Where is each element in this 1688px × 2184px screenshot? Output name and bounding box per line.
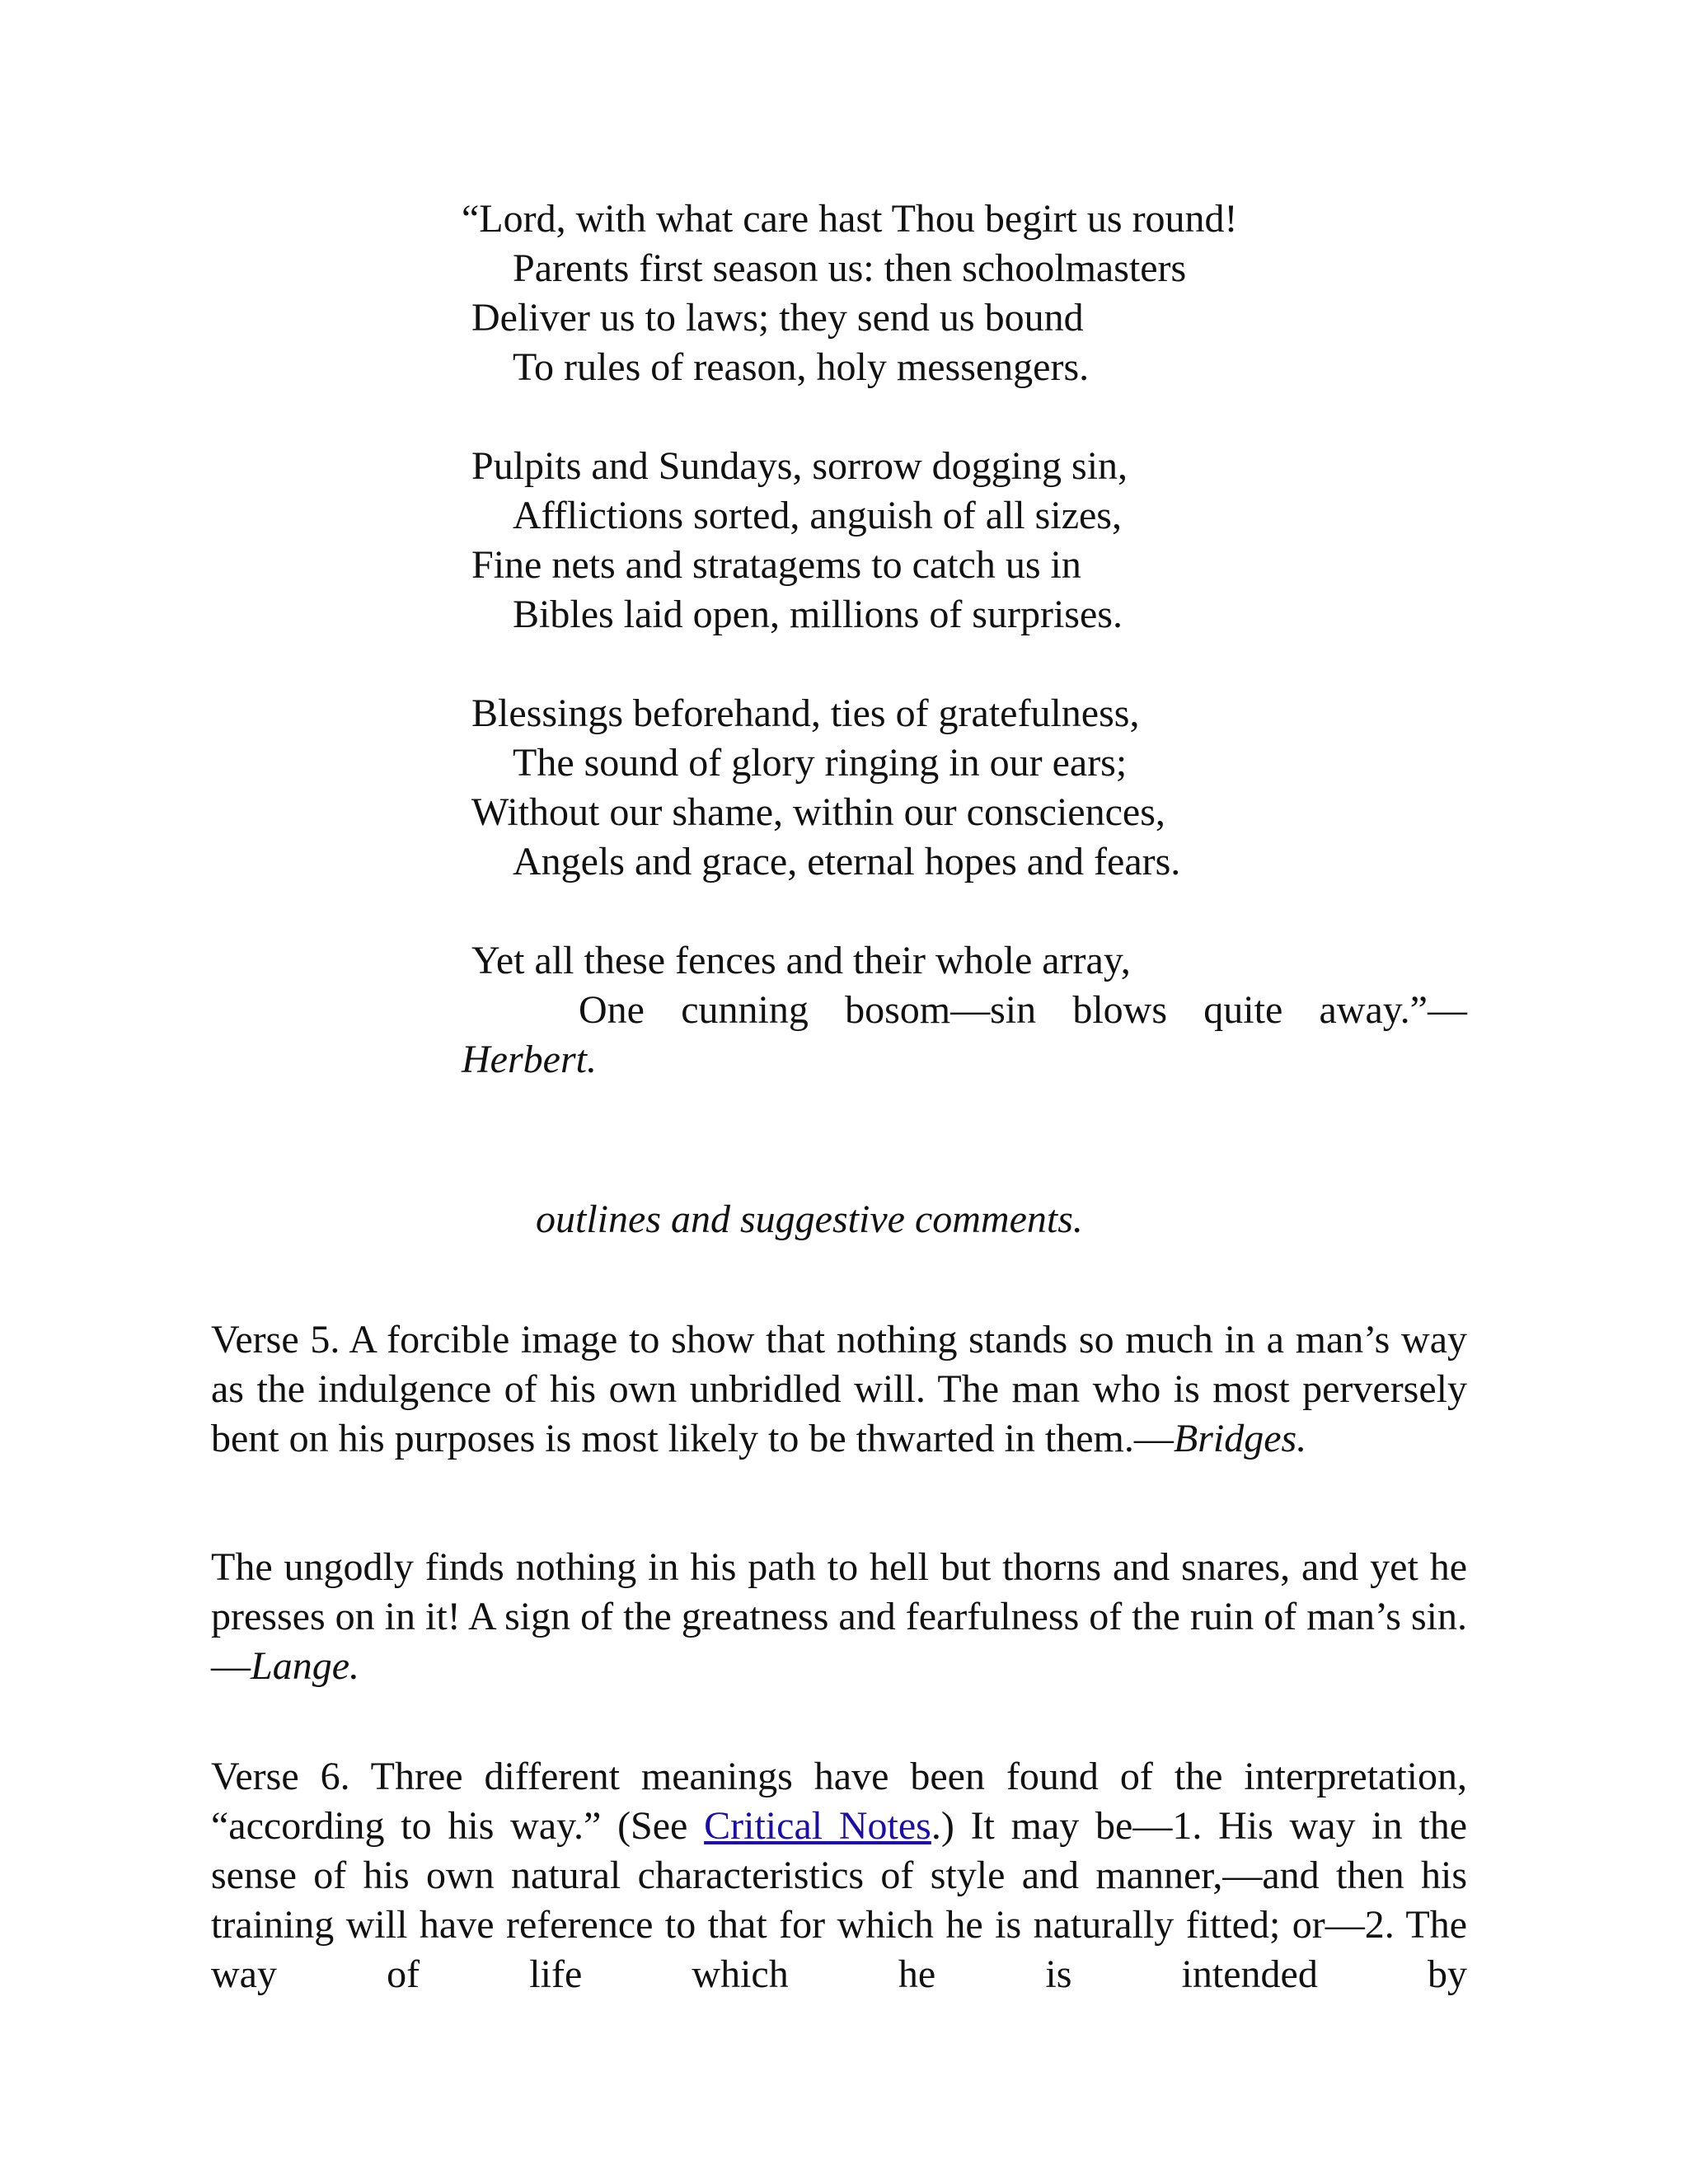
poem-line: Fine nets and stratagems to catch us in (471, 543, 1081, 587)
poem-line: Pulpits and Sundays, sorrow dogging sin, (471, 444, 1128, 488)
poem-stanza (462, 194, 1467, 392)
poem-line: Without our shame, within our consciences, (471, 790, 1165, 834)
paragraph-text: Verse 6. Three different meanings have been found of the interpretation, “according to his way.” (See (211, 1755, 1467, 1848)
poem-line: Bibles laid open, millions of surprises. (513, 593, 1123, 636)
section-heading: outlines and suggestive comments. (536, 1197, 1083, 1241)
poem-stanza (462, 689, 1467, 887)
poem-word: One (579, 988, 645, 1032)
poem-line: Afflictions sorted, anguish of all sizes, (513, 494, 1122, 537)
poem-line-final (579, 986, 1467, 1035)
poem-word: away.”— (1319, 988, 1467, 1032)
paragraph-text: Verse 5. A forcible image to show that nothing stands so much in a man’s way as the indulgence of his own unbridled will. The man who is most perversely bent on his purposes is most likely to be thwarted in them.— (211, 1318, 1467, 1460)
citation: Bridges. (1173, 1417, 1307, 1460)
poem-stanza (462, 936, 1467, 1085)
poem-line: Parents first season us: then schoolmasters (513, 246, 1187, 290)
poem-stanza (462, 442, 1467, 640)
critical-notes-link[interactable]: Critical Notes (704, 1804, 931, 1848)
citation: Lange. (251, 1644, 359, 1688)
poem (462, 194, 1467, 1085)
poem-word: quite (1203, 988, 1283, 1032)
paragraph-text: .) It may be—1. His way in the sense of his own natural characteristics of style and manner,—and then his training will have reference to that for which he is naturally fitted; or—2. The way of life which he is intended by (211, 1804, 1468, 1996)
poem-line: Angels and grace, eternal hopes and fears. (513, 840, 1181, 883)
poem-line: The sound of glory ringing in our ears; (513, 741, 1128, 785)
poem-line: To rules of reason, holy messengers. (513, 345, 1090, 389)
poem-line: “Lord, with what care hast Thou begirt us round! (462, 197, 1238, 241)
paragraph-text: The ungodly finds nothing in his path to hell but thorns and snares, and yet he presses on in it! A sign of the greatness and fearfulness of the ruin of man’s sin.— (211, 1545, 1467, 1688)
paragraph-verse-6 (211, 1752, 1467, 1999)
poem-line: Deliver us to laws; they send us bound (471, 296, 1084, 340)
poem-line: Blessings beforehand, ties of gratefulness, (471, 691, 1140, 735)
poem-attribution: Herbert. (462, 1038, 597, 1081)
poem-line: Yet all these fences and their whole array, (471, 939, 1131, 982)
paragraph-lange (211, 1543, 1467, 1691)
poem-word: bosom—sin (845, 988, 1037, 1032)
poem-word: cunning (681, 988, 809, 1032)
poem-word: blows (1072, 988, 1168, 1032)
paragraph-verse-5 (211, 1315, 1467, 1464)
